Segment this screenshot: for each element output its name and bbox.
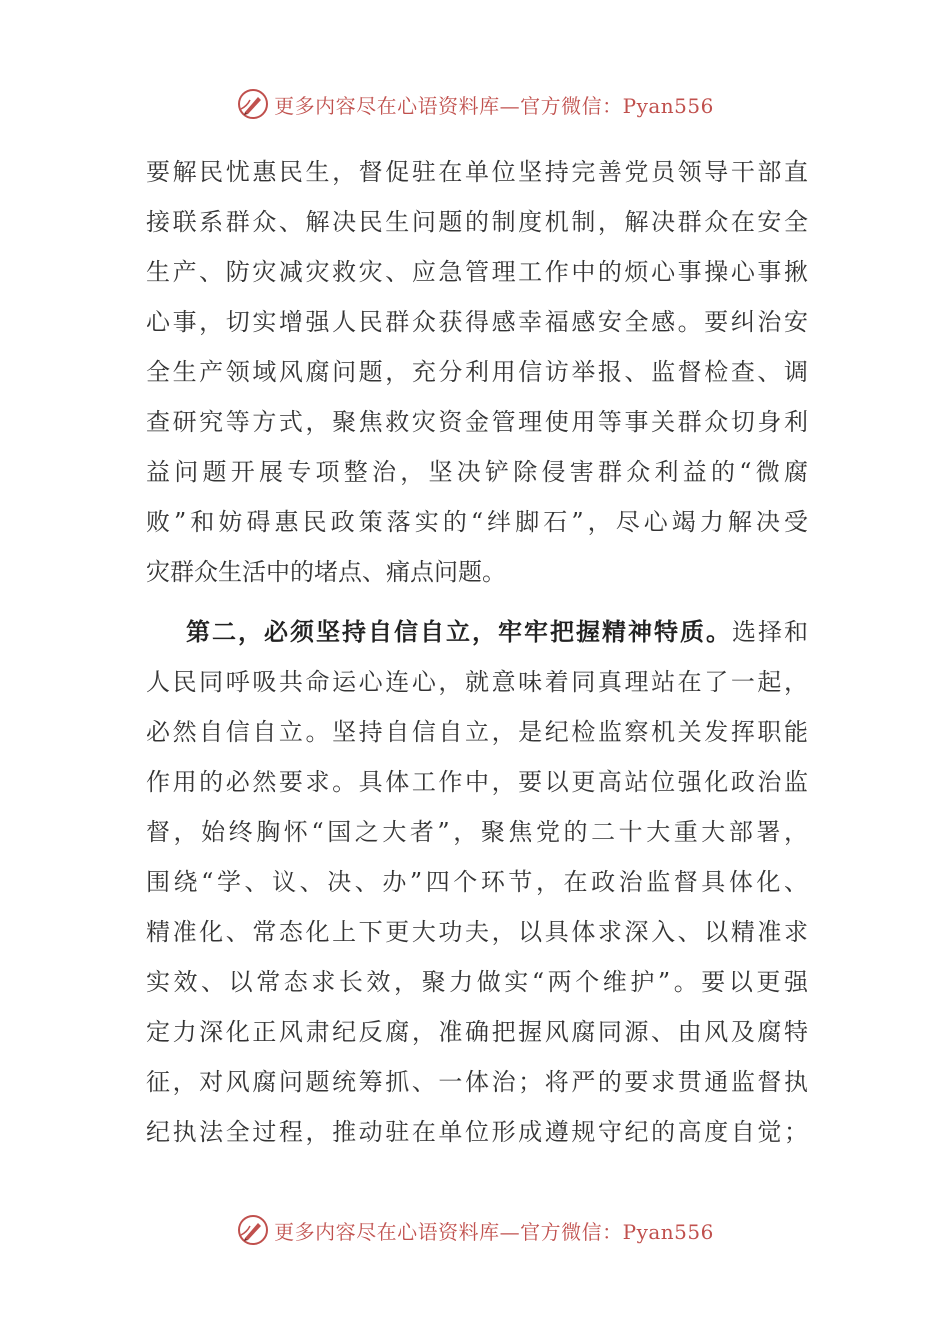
text-line: 实效、以常态求长效，聚力做实“两个维护”。要以更强 [146,968,808,996]
paragraph-lead-line [146,607,808,657]
paragraph-2 [146,607,808,1157]
text-line: 查研究等方式，聚焦救灾资金管理使用等事关群众切身利 [146,408,808,436]
text-line: 必然自信自立。坚持自信自立，是纪检监察机关发挥职能 [146,718,808,746]
text-line: 督，始终胸怀“国之大者”，聚焦党的二十大重大部署， [146,818,808,846]
text-line: 精准化、常态化上下更大功夫，以具体求深入、以精准求 [146,918,808,946]
text-line: 定力深化正风肃纪反腐，准确把握风腐同源、由风及腐特 [146,1018,808,1046]
text-line: 围绕“学、议、决、办”四个环节，在政治监督具体化、 [146,868,808,896]
text-line: 生产、防灾减灾救灾、应急管理工作中的烦心事操心事揪 [146,258,808,286]
header-banner [0,84,950,124]
text-line: 心事，切实增强人民群众获得感幸福感安全感。要纠治安 [146,308,808,336]
paragraph-1 [146,147,808,597]
section-heading: 第二，必须坚持自信自立，牢牢把握精神特质。 [186,618,732,646]
text-line: 全生产领域风腐问题，充分利用信访举报、监督检查、调 [146,358,808,386]
pen-logo-icon [236,87,270,121]
document-body [146,147,808,1157]
text-line: 要解民忧惠民生，督促驻在单位坚持完善党员领导干部直 [146,158,808,186]
text-line: 灾群众生活中的堵点、痛点问题。 [146,558,506,586]
text-line: 败”和妨碍惠民政策落实的“绊脚石”，尽心竭力解决受 [146,508,808,536]
footer-text: 更多内容尽在心语资料库—官方微信：Pyan556 [274,1219,714,1244]
header-text: 更多内容尽在心语资料库—官方微信：Pyan556 [274,93,714,118]
pen-logo-icon [236,1213,270,1247]
footer-banner [0,1210,950,1250]
text-line: 接联系群众、解决民生问题的制度机制，解决群众在安全 [146,208,808,236]
text-line: 人民同呼吸共命运心连心，就意味着同真理站在了一起， [146,668,808,696]
text-run: 选择和 [732,618,808,646]
text-line: 纪执法全过程，推动驻在单位形成遵规守纪的高度自觉； [146,1118,808,1146]
text-line: 作用的必然要求。具体工作中，要以更高站位强化政治监 [146,768,808,796]
text-line: 征，对风腐问题统筹抓、一体治；将严的要求贯通监督执 [146,1068,808,1096]
text-line: 益问题开展专项整治，坚决铲除侵害群众利益的“微腐 [146,458,808,486]
